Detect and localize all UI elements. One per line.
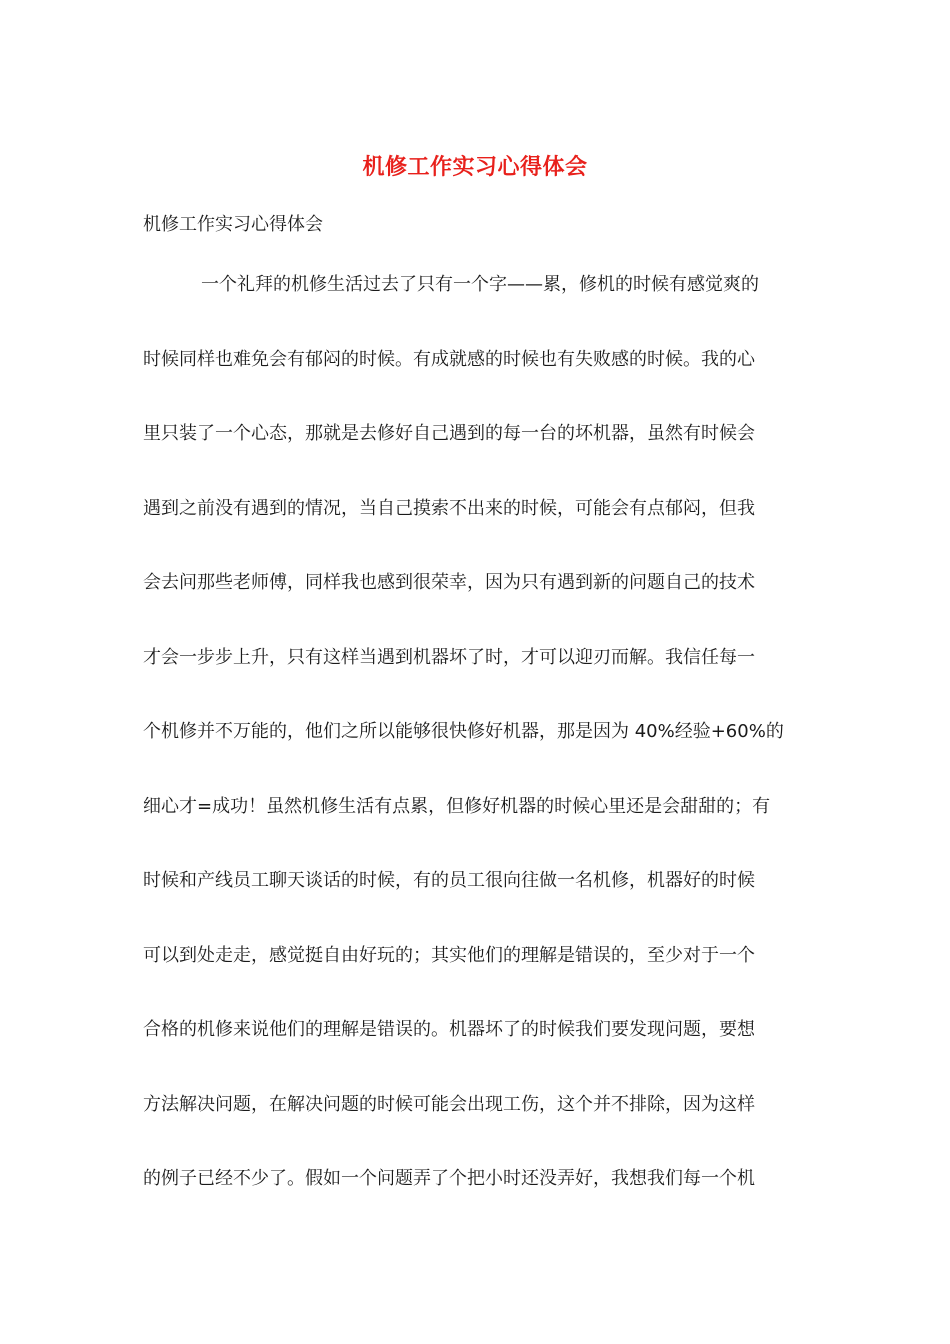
- body-line: 的例子已经不少了。假如一个问题弄了个把小时还没弄好，我想我们每一个机: [143, 1168, 755, 1189]
- body-line: 一个礼拜的机修生活过去了只有一个字——累，修机的时候有感觉爽的: [201, 274, 759, 295]
- document-subtitle: 机修工作实习心得体会: [143, 214, 323, 235]
- body-line: 合格的机修来说他们的理解是错误的。机器坏了的时候我们要发现问题，要想: [143, 1019, 755, 1040]
- body-line: 才会一步步上升，只有这样当遇到机器坏了时，才可以迎刃而解。我信任每一: [143, 646, 755, 668]
- body-line: 会去问那些老师傅，同样我也感到很荣幸，因为只有遇到新的问题自己的技术: [143, 572, 755, 593]
- body-line: 时候和产线员工聊天谈话的时候，有的员工很向往做一名机修，机器好的时候: [143, 870, 755, 891]
- body-line: 方法解决问题，在解决问题的时候可能会出现工伤，这个并不排除，因为这样: [143, 1093, 755, 1115]
- document-body: [143, 270, 813, 1239]
- body-line: 个机修并不万能的，他们之所以能够很快修好机器，那是因为 40%经验+60%的: [143, 721, 784, 742]
- body-line: 里只装了一个心态，那就是去修好自己遇到的每一台的坏机器，虽然有时候会: [143, 423, 755, 444]
- document-title: 机修工作实习心得体会: [362, 154, 588, 180]
- body-line: 可以到处走走，感觉挺自由好玩的；其实他们的理解是错误的，至少对于一个: [143, 944, 755, 966]
- body-line: 时候同样也难免会有郁闷的时候。有成就感的时候也有失败感的时候。我的心: [143, 348, 755, 370]
- body-line: 遇到之前没有遇到的情况，当自己摸索不出来的时候，可能会有点郁闷，但我: [143, 497, 755, 519]
- body-line: 细心才=成功！虽然机修生活有点累，但修好机器的时候心里还是会甜甜的；有: [143, 795, 771, 817]
